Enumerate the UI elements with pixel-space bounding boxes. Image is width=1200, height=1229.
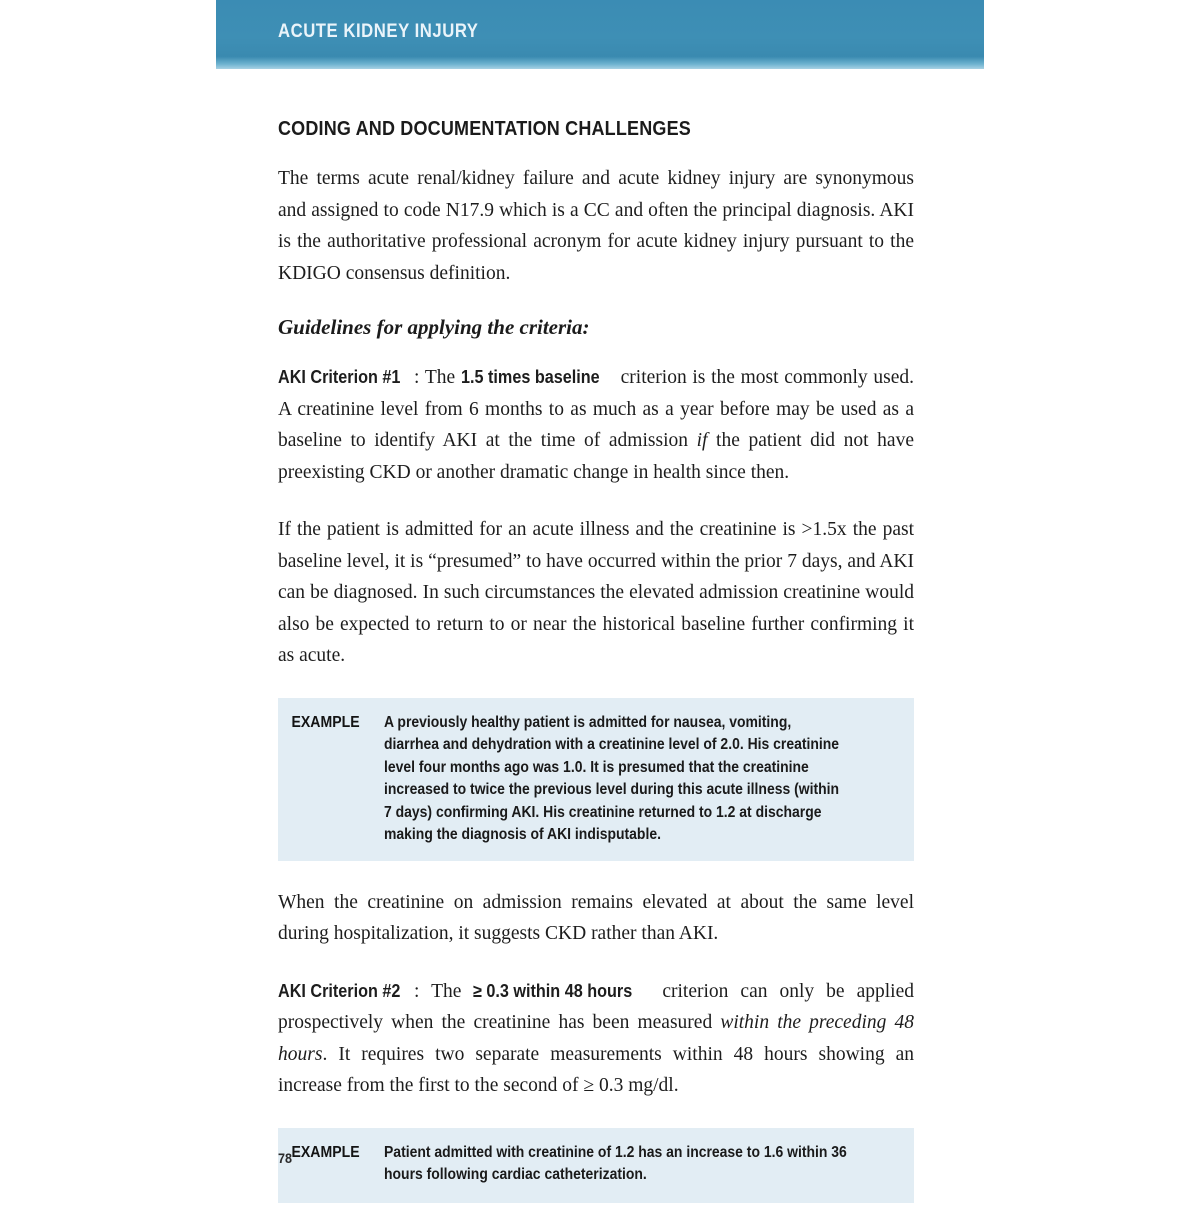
criterion-1-italic-word: if: [696, 430, 708, 451]
criterion-1-follow-paragraph: If the patient is admitted for an acute illness and the creatinine is >1.5x the past baseline level, it is “presumed” to have occurred within the prior 7 days, and AKI can be diagnosed. In such circumstances the elevated admission creatinine would also be expected to return to or near the historical baseline further confirming it as acute.: [278, 519, 914, 666]
criterion-2-bold-term: ≥ 0.3 within 48 hours: [473, 980, 633, 1001]
criterion-2-body-before-italic: criterion can only be applied prospectively when the creatinine has been measured: [278, 980, 914, 1033]
page-content-column: [278, 118, 914, 1229]
criterion-2-label: AKI Criterion #2: [278, 980, 401, 1001]
criterion-1-body-before-italic: criterion is the most commonly used. A creatinine level from 6 months to as much as a year before may be used as a baseline to identify AKI at the time of admission: [278, 367, 914, 451]
page-title: CODING AND DOCUMENTATION CHALLENGES: [278, 118, 691, 140]
criterion-2-body-after-italic: . It requires two separate measurements within 48 hours showing an increase from the first to the second of ≥ 0.3 mg/dl.: [278, 1043, 914, 1096]
criterion-1-body-after-italic: the patient did not have preexisting CKD or another dramatic change in health since then.: [278, 430, 914, 483]
criterion-2-lead-in: The: [431, 980, 474, 1002]
criterion-1-label: AKI Criterion #1: [278, 367, 401, 387]
example-callout-2: [278, 1128, 914, 1203]
criterion-2-separator: :: [414, 980, 432, 1002]
example-callout-2-label: EXAMPLE: [291, 1143, 360, 1161]
criterion-2-italic-phrase: within the preceding 48 hours: [278, 1012, 914, 1065]
example-callout-1: [278, 698, 914, 861]
criterion-2-paragraph: [278, 976, 914, 1102]
running-header-band: [216, 0, 984, 69]
example-callout-1-text: A previously healthy patient is admitted for nausea, vomiting, diarrhea and dehydration with a creatinine level of 2.0. His creatinine level four months ago was 1.0. It is presumed that the creatinine increased to twice the previous level during this acute illness (within 7 days) confirming AKI. His creatinine returned to 1.2 at discharge making the diagnosis of AKI indisputable.: [384, 713, 840, 843]
criterion-1-lead-in: The: [424, 367, 461, 388]
criterion-1-separator: :: [414, 367, 425, 388]
guidelines-subheading: Guidelines for applying the criteria:: [278, 315, 590, 339]
between-examples-paragraph: When the creatinine on admission remains elevated at about the same level during hospitalization, it suggests CKD rather than AKI.: [278, 891, 914, 944]
criterion-1-bold-term: 1.5 times baseline: [460, 367, 600, 387]
page-number: 78: [278, 1150, 293, 1166]
running-header-title: ACUTE KIDNEY INJURY: [278, 21, 479, 42]
criterion-1-paragraph: [278, 362, 914, 488]
example-callout-1-label: EXAMPLE: [291, 713, 360, 731]
example-callout-2-text: Patient admitted with creatinine of 1.2 has an increase to 1.6 within 36 hours following cardiac catheterization.: [384, 1143, 847, 1183]
intro-paragraph: The terms acute renal/kidney failure and acute kidney injury are synonymous and assigned to code N17.9 which is a CC and often the principal diagnosis. AKI is the authoritative professional acronym for acute kidney injury pursuant to the KDIGO consensus definition.: [278, 168, 914, 284]
